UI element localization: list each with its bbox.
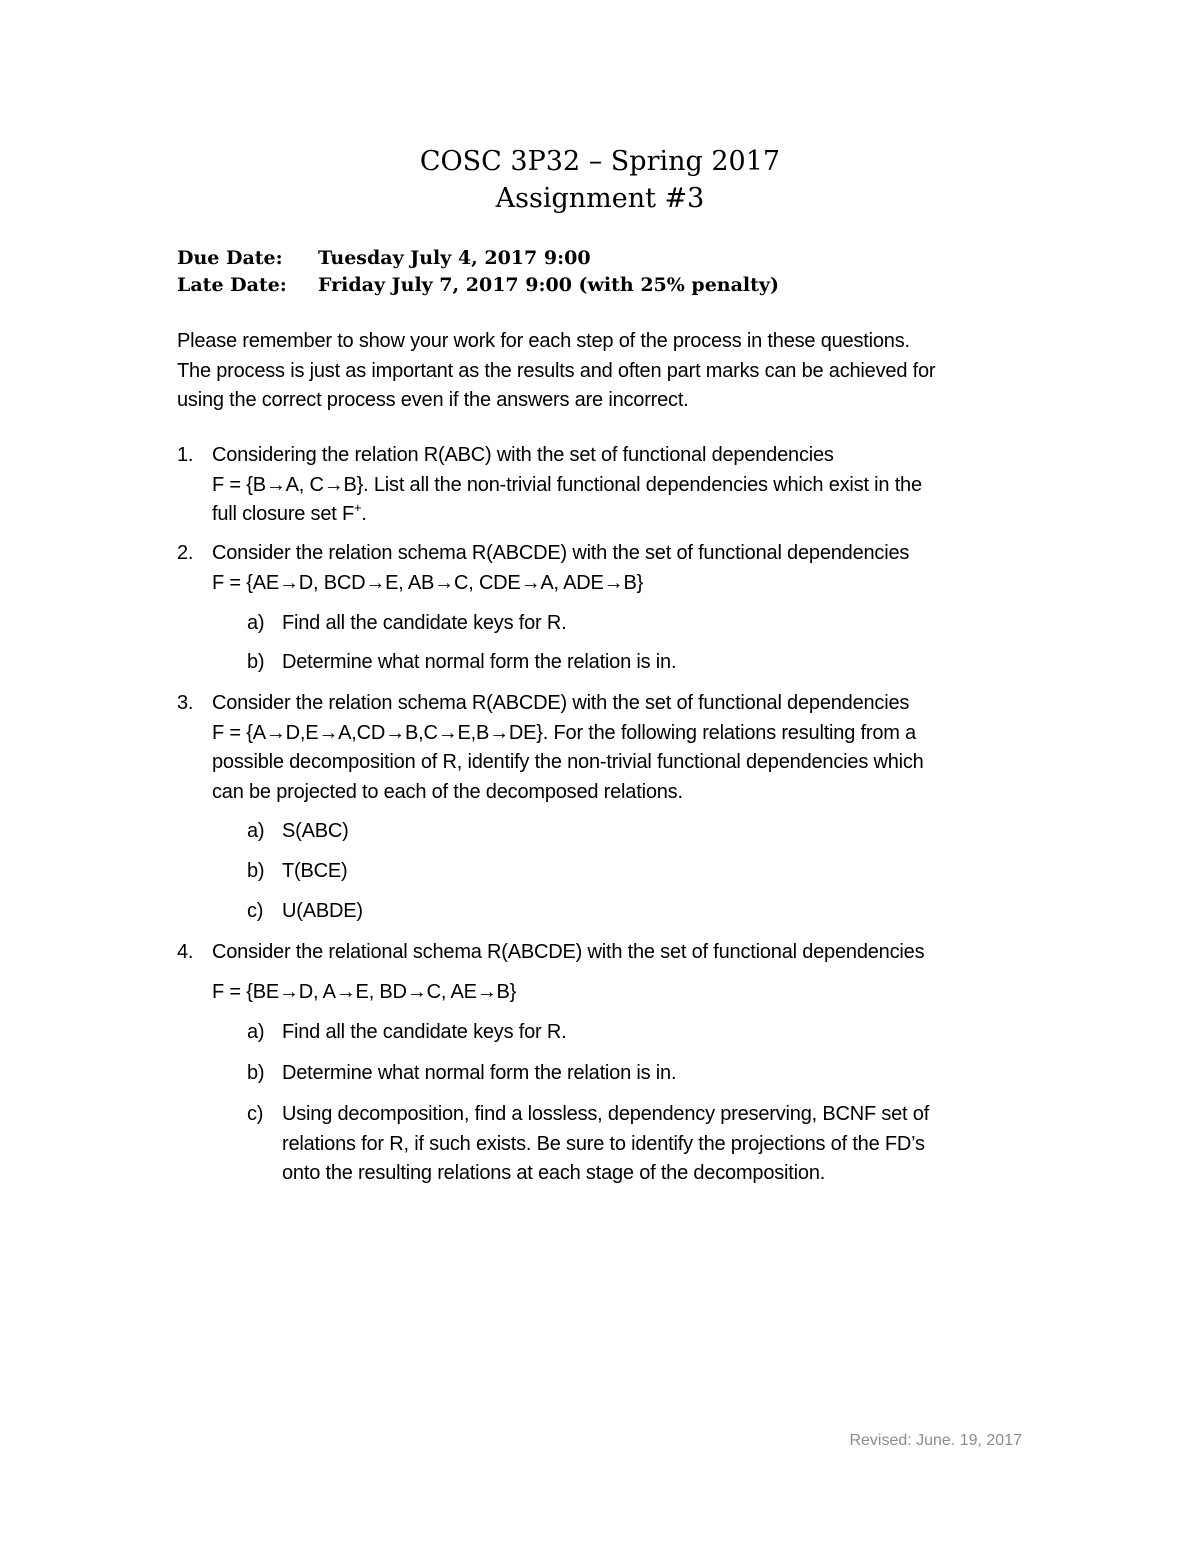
part-text: onto the resulting relations at each stage of the decomposition. — [282, 1162, 826, 1184]
part-text: T(BCE) — [282, 860, 348, 882]
part-letter: c) — [247, 1103, 264, 1125]
part-text: Determine what normal form the relation is in. — [282, 1062, 677, 1084]
question-line: F = {AE→D, BCD→E, AB→C, CDE→A, ADE→B} — [212, 571, 644, 594]
revision-footer: Revised: June. 19, 2017 — [849, 1432, 1022, 1449]
question-number: 2. — [177, 542, 194, 564]
late-date-value: Friday July 7, 2017 9:00 (with 25% penalty) — [318, 274, 779, 296]
part-letter: b) — [247, 860, 265, 882]
closure-superscript: + — [354, 500, 362, 515]
part-text: U(ABDE) — [282, 900, 363, 922]
question-text — [212, 441, 1057, 530]
question-line: F = {A→D,E→A,CD→B,C→E,B→DE}. For the following relations resulting from a — [212, 721, 916, 744]
question-line: can be projected to each of the decomposed relations. — [212, 780, 683, 803]
question-number: 3. — [177, 692, 194, 714]
question-line: F = {B→A, C→B}. List all the non-trivial functional dependencies which exist in the — [212, 473, 922, 496]
question-line: possible decomposition of R, identify the non-trivial functional dependencies which — [212, 751, 924, 773]
assignment-title: Assignment #3 — [495, 183, 705, 214]
course-title: COSC 3P32 – Spring 2017 — [419, 146, 781, 177]
late-date-row — [177, 272, 779, 298]
instructions-line: The process is just as important as the results and often part marks can be achieved for — [177, 359, 936, 382]
closure-text: full closure set F — [212, 503, 355, 525]
question-text — [212, 539, 1057, 598]
late-date-label: Late Date: — [177, 274, 287, 296]
part-text: Find all the candidate keys for R. — [282, 612, 567, 634]
question-line: Consider the relation schema R(ABCDE) with the set of functional dependencies — [212, 542, 910, 564]
question-number: 1. — [177, 444, 194, 466]
question-text — [212, 938, 1057, 1007]
question-line — [212, 500, 1057, 530]
part-text: S(ABC) — [282, 820, 349, 842]
question-line: F = {BE→D, A→E, BD→C, AE→B} — [212, 980, 517, 1003]
part-text: Using decomposition, find a lossless, dependency preserving, BCNF set of — [282, 1103, 930, 1125]
question-line: Consider the relation schema R(ABCDE) with the set of functional dependencies — [212, 692, 910, 714]
part-text: Find all the candidate keys for R. — [282, 1021, 567, 1043]
question-line: Considering the relation R(ABC) with the set of functional dependencies — [212, 444, 834, 466]
part-letter: a) — [247, 820, 265, 842]
question-number: 4. — [177, 941, 194, 963]
due-date-value: Tuesday July 4, 2017 9:00 — [318, 247, 591, 269]
question-line: Consider the relational schema R(ABCDE) with the set of functional dependencies — [212, 941, 925, 963]
question-text — [212, 689, 1057, 807]
instructions-line: Please remember to show your work for each step of the process in these questions. — [177, 330, 910, 352]
closure-period: . — [361, 503, 367, 525]
part-letter: b) — [247, 651, 265, 673]
part-letter: a) — [247, 612, 265, 634]
part-letter: b) — [247, 1062, 265, 1084]
part-letter: c) — [247, 900, 264, 922]
due-date-label: Due Date: — [177, 247, 283, 269]
due-date-row — [177, 245, 591, 271]
part-text: relations for R, if such exists. Be sure to identify the projections of the FD’s — [282, 1132, 925, 1155]
part-letter: a) — [247, 1021, 265, 1043]
instructions-line: using the correct process even if the answers are incorrect. — [177, 389, 689, 411]
part-text: Determine what normal form the relation is in. — [282, 651, 677, 673]
instructions-paragraph — [177, 327, 1057, 416]
